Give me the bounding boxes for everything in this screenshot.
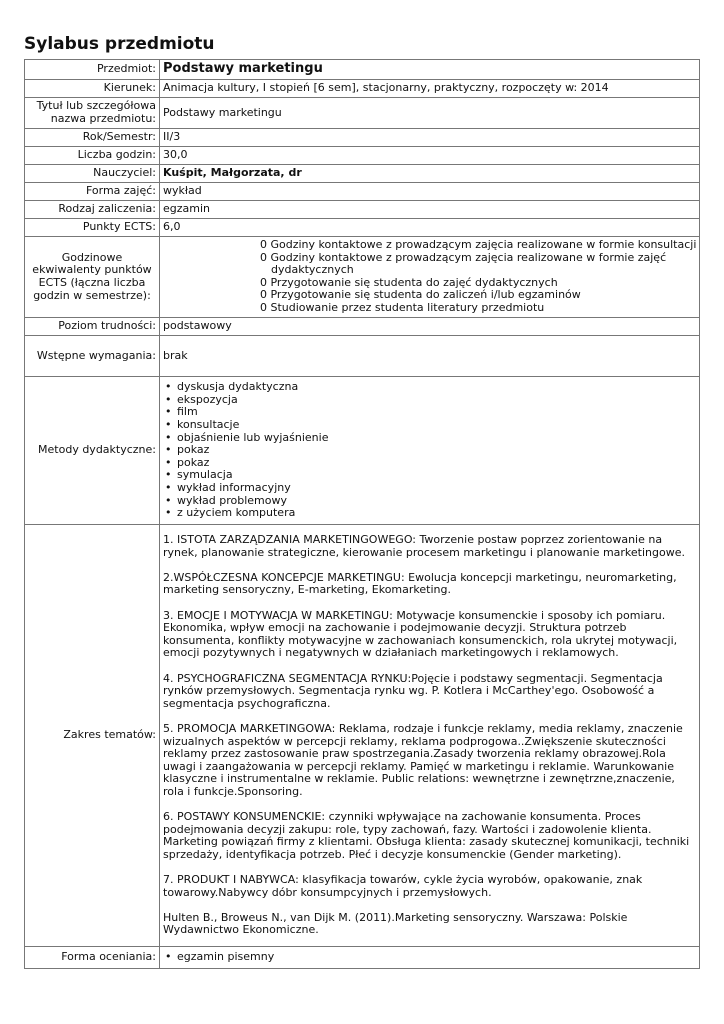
list-item: • z użyciem komputera	[165, 507, 696, 520]
value-wymagania: brak	[160, 336, 700, 377]
row-metody	[25, 377, 700, 525]
row-godziny	[25, 147, 700, 165]
label-godzinowe-line-4: godzin w semestrze):	[33, 288, 151, 302]
label-tytul-line-2: nazwa przedmiotu:	[50, 112, 156, 125]
value-rok: II/3	[160, 129, 700, 147]
topic-paragraph: 5. PROMOCJA MARKETINGOWA: Reklama, rodzaje i funkcje reklamy, media reklamy, znaczenie wizualnych aspektów w percepcji reklamy, reklama podprogowa..Zwiększenie skuteczności reklamy przez zastosowanie praw spostrzegania.Zasady tworzenia reklamy obrazowej.Rola uwagi i zaangażowania w percepcji reklamy. Pamięć w marketingu i reklamie. Warunkowanie klasyczne i instrumentalne w reklamie. Public relations: wewnętrzne i zewnętrzne,znaczenie, rola i funkcje.Sponsoring.	[163, 721, 683, 798]
list-item: • egzamin pisemny	[165, 951, 696, 964]
label-poziom: Poziom trudności:	[25, 318, 160, 336]
label-zakres: Zakres tematów:	[25, 525, 160, 947]
row-zakres	[25, 525, 700, 947]
label-nauczyciel: Nauczyciel:	[25, 165, 160, 183]
topic-paragraph: 2.WSPÓŁCZESNA KONCEPCJE MARKETINGU: Ewolucja koncepcji marketingu, neuromarketing, marketing sensoryczny, E-marketing, Ekomarketing.	[163, 570, 677, 597]
row-kierunek	[25, 80, 700, 98]
row-tytul	[25, 98, 700, 129]
label-ects: Punkty ECTS:	[25, 219, 160, 237]
value-forma: wykład	[160, 183, 700, 201]
topic-paragraph: 6. POSTAWY KONSUMENCKIE: czynniki wpływające na zachowanie konsumenta. Proces podejmowania decyzji zakupu: role, typy zachowań, fazy. Wartości i zadowolenie klienta. Marketing powiązań firmy z klientami. Obsługa klienta: zasady skutecznej komunikacji, techniki sprzedaży, identyfikacja potrzeb. Płeć i decyzje konsumenckie (Gender marketing).	[163, 810, 690, 861]
row-wymagania	[25, 336, 700, 377]
list-item: • dyskusja dydaktyczna	[165, 381, 696, 394]
label-godzinowe-line-3: ECTS (łączna liczba	[38, 276, 146, 289]
list-item: • symulacja	[165, 469, 696, 482]
value-godziny: 30,0	[160, 147, 700, 165]
syllabus-table	[24, 59, 700, 969]
label-wymagania: Wstępne wymagania:	[25, 336, 160, 377]
list-item: • wykład problemowy	[165, 495, 696, 508]
value-ects: 6,0	[160, 219, 700, 237]
label-godzinowe	[25, 237, 160, 318]
ects-hours-line: 0 Przygotowanie się studenta do zaliczeń i/lub egzaminów	[260, 288, 581, 302]
label-kierunek: Kierunek:	[25, 80, 160, 98]
label-zaliczenie: Rodzaj zaliczenia:	[25, 201, 160, 219]
label-rok: Rok/Semestr:	[25, 129, 160, 147]
topic-paragraph: 1. ISTOTA ZARZĄDZANIA MARKETINGOWEGO: Tworzenie postaw poprzez zorientowanie na rynek, planowanie strategiczne, kierowanie procesem marketingu i planowanie marketingowe.	[163, 533, 685, 559]
value-metody	[160, 377, 700, 525]
label-godziny: Liczba godzin:	[25, 147, 160, 165]
ects-hours-line: dydaktycznych	[271, 263, 354, 277]
label-metody: Metody dydaktyczne:	[25, 377, 160, 525]
row-ects	[25, 219, 700, 237]
row-rok	[25, 129, 700, 147]
page-title: Sylabus przedmiotu	[24, 34, 215, 54]
row-forma	[25, 183, 700, 201]
label-tytul-line-1: Tytuł lub szczegółowa	[36, 99, 156, 113]
topic-paragraph: 7. PRODUKT I NABYWCA: klasyfikacja towarów, cykle życia wyrobów, opakowanie, znak towarowy.Nabywcy dóbr konsumpcyjnych i przemysłowych.	[163, 873, 643, 899]
list-item: • pokaz	[165, 457, 696, 470]
label-ocena: Forma oceniania:	[25, 947, 160, 969]
list-item: • pokaz	[165, 444, 696, 457]
ects-hours-line: 0 Godziny kontaktowe z prowadzącym zajęcia realizowane w formie zajęć	[260, 250, 667, 264]
label-forma: Forma zajęć:	[25, 183, 160, 201]
ects-hours-line: 0 Godziny kontaktowe z prowadzącym zajęcia realizowane w formie konsultacji	[260, 238, 697, 251]
row-przedmiot	[25, 60, 700, 80]
ects-hours-line: 0 Przygotowanie się studenta do zajęć dydaktycznych	[260, 275, 558, 289]
row-poziom	[25, 318, 700, 336]
row-zaliczenie	[25, 201, 700, 219]
row-godzinowe	[25, 237, 700, 318]
list-item: • objaśnienie lub wyjaśnienie	[165, 432, 696, 445]
grading-list	[163, 951, 696, 964]
value-kierunek: Animacja kultury, I stopień [6 sem], stacjonarny, praktyczny, rozpoczęty w: 2014	[160, 80, 700, 98]
value-poziom: podstawowy	[160, 318, 700, 336]
value-godzinowe	[160, 237, 700, 318]
bibliography-paragraph: Hulten B., Broweus N., van Dijk M. (2011).Marketing sensoryczny. Warszawa: Polskie Wydawnictwo Ekonomiczne.	[163, 910, 628, 937]
row-nauczyciel	[25, 165, 700, 183]
value-przedmiot: Podstawy marketingu	[160, 60, 700, 80]
label-godzinowe-line-1: Godzinowe	[61, 250, 123, 264]
value-nauczyciel: Kuśpit, Małgorzata, dr	[160, 165, 700, 183]
ects-hours-line: 0 Studiowanie przez studenta literatury przedmiotu	[260, 300, 545, 314]
list-item: • wykład informacyjny	[165, 482, 696, 495]
list-item: • konsultacje	[165, 419, 696, 432]
value-ocena	[160, 947, 700, 969]
row-ocena	[25, 947, 700, 969]
topic-paragraph: 3. EMOCJE I MOTYWACJA W MARKETINGU: Motywacje konsumenckie i sposoby ich pomiaru. Ekonomika, wpływ emocji na zachowanie i podejmowanie decyzji. Struktura potrzeb konsumenta, konflikty motywacyjne w zachowaniach konsumenckich, rola ukrytej motywacji, emocji pozytywnych i negatywnych w działaniach marketingowych i reklamowych.	[163, 608, 678, 660]
topic-paragraph: 4. PSYCHOGRAFICZNA SEGMENTACJA RYNKU:Pojęcie i podstawy segmentacji. Segmentacja rynków przemysłowych. Segmentacja rynku wg. P. Kotlera i McCarthey'ego. Osobowość a segmentacja psychograficzna.	[163, 671, 663, 710]
label-tytul	[25, 98, 160, 129]
label-przedmiot: Przedmiot:	[25, 60, 160, 80]
list-item: • film	[165, 406, 696, 419]
value-zakres	[160, 525, 700, 947]
label-godzinowe-line-2: ekwiwalenty punktów	[32, 263, 152, 277]
value-tytul: Podstawy marketingu	[160, 98, 700, 129]
methods-list	[163, 381, 696, 520]
list-item: • ekspozycja	[165, 394, 696, 407]
value-zaliczenie: egzamin	[160, 201, 700, 219]
